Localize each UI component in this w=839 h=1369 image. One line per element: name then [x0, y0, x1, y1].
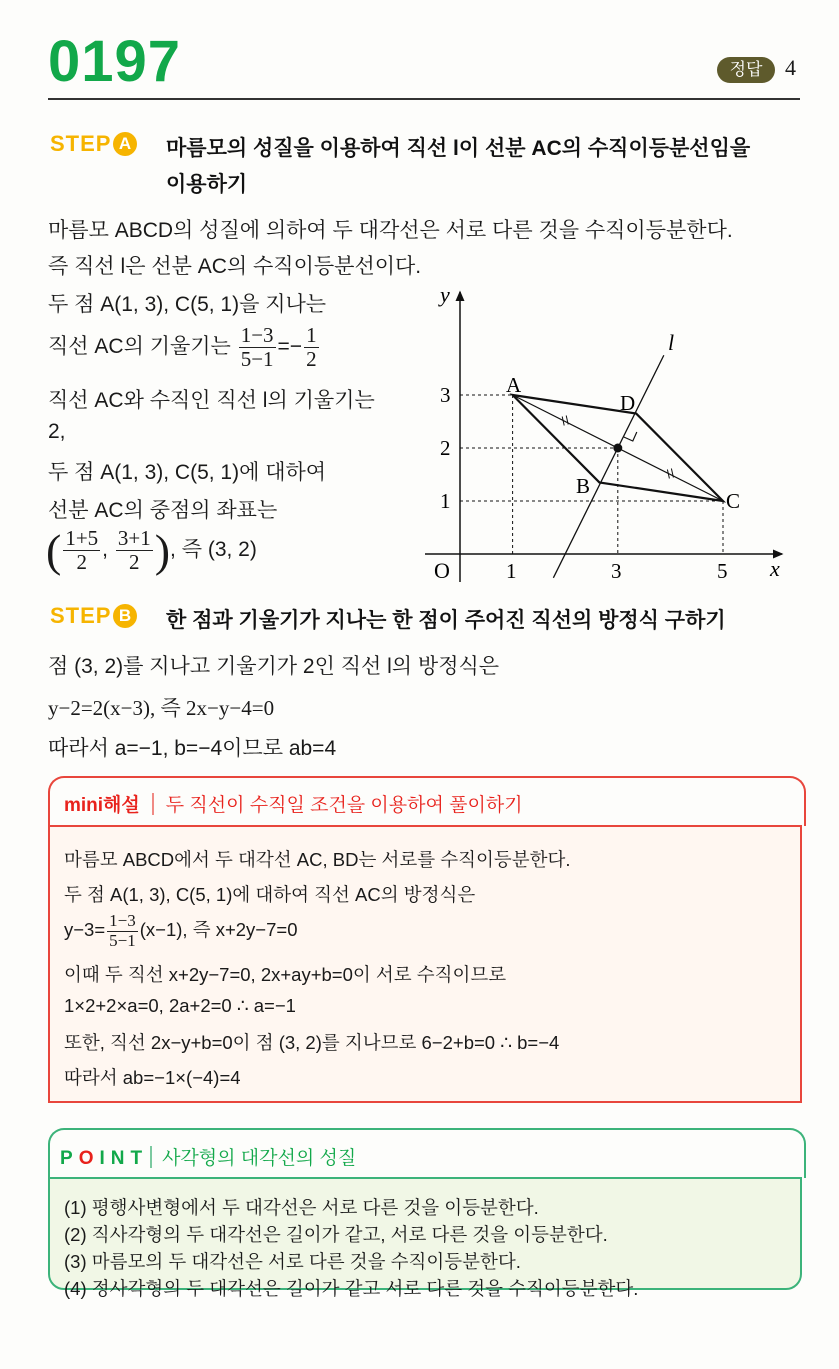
mini-line: 두 점 A(1, 3), C(5, 1)에 대하여 직선 AC의 방정식은 — [64, 884, 476, 905]
point-d-label: D — [620, 391, 636, 415]
conclusion-line: 따라서 a=−1, b=−4이므로 ab=4 — [48, 737, 337, 760]
equal-length-mark — [562, 416, 568, 426]
mini-solution-header — [64, 790, 523, 817]
mini-line: 1×2+2×a=0, 2a+2=0 ∴ a=−1 — [64, 995, 296, 1016]
point-item: (4) 정사각형의 두 대각선은 길이가 같고 서로 다른 것을 수직이등분한다. — [64, 1278, 639, 1299]
denominator: 2 — [129, 550, 140, 574]
point-title: 사각형의 대각선의 성질 — [162, 1148, 357, 1169]
problem-number: 0197 — [48, 29, 182, 94]
numerator: 3+1 — [117, 525, 151, 550]
y-tick-3: 3 — [440, 383, 451, 407]
x-tick-3: 3 — [611, 559, 622, 583]
fraction — [304, 324, 319, 371]
x-axis-label: x — [770, 556, 780, 581]
divider — [150, 1146, 152, 1168]
origin-label: O — [434, 558, 450, 583]
point-tag: P — [60, 1148, 79, 1169]
text-line: 마름모 ABCD의 성질에 의하여 두 대각선은 서로 다른 것을 수직이등분한다. — [48, 219, 733, 242]
y-tick-2: 2 — [440, 436, 451, 460]
equals: =− — [277, 335, 303, 359]
divider — [152, 793, 154, 815]
numerator: 1−3 — [240, 323, 274, 347]
line-l-label: l — [668, 330, 675, 355]
point-item: (3) 마름모의 두 대각선은 서로 다른 것을 수직이등분한다. — [64, 1251, 521, 1272]
step-badge: B — [113, 604, 137, 628]
denominator: 5−1 — [109, 930, 136, 950]
comma: , — [102, 538, 109, 562]
point-tag: INT — [99, 1148, 149, 1169]
step-b-title: 한 점과 기울기가 지나는 한 점이 주어진 직선의 방정식 구하기 — [166, 609, 726, 632]
numerator: 1 — [306, 323, 317, 347]
line-l — [553, 355, 663, 578]
denominator: 5−1 — [240, 347, 274, 372]
slope-line — [48, 324, 321, 371]
text-line: 두 점 A(1, 3), C(5, 1)을 지나는 — [48, 293, 327, 316]
text-line: 2, — [48, 420, 66, 443]
equal-length-mark — [667, 469, 673, 479]
y-axis-label: y — [440, 282, 450, 307]
fraction — [116, 527, 153, 574]
numerator: 1−3 — [109, 911, 136, 930]
text-line: 직선 AC와 수직인 직선 l의 기울기는 — [48, 389, 375, 412]
mini-tag: mini해설 — [64, 795, 140, 816]
text-line: 점 (3, 2)를 지나고 기울기가 2인 직선 l의 방정식은 — [48, 655, 500, 678]
point-b-label: B — [576, 474, 591, 498]
step-text: STEP — [50, 131, 112, 156]
step-text: STEP — [50, 603, 112, 628]
denominator: 2 — [76, 550, 87, 574]
mini-line: 따라서 ab=−1×(−4)=4 — [64, 1067, 241, 1088]
step-a-title: 마름모의 성질을 이용하여 직선 l이 선분 AC의 수직이등분선임을 — [166, 137, 751, 160]
text-line: 즉 직선 l은 선분 AC의 수직이등분선이다. — [48, 255, 422, 278]
slope-prefix: 직선 AC의 기울기는 — [48, 335, 231, 359]
fraction — [63, 527, 100, 574]
text-line: 선분 AC의 중점의 좌표는 — [48, 499, 278, 522]
coordinate-figure — [420, 280, 800, 590]
fraction — [239, 324, 276, 371]
paren: ( — [46, 525, 62, 576]
y-tick-1: 1 — [440, 489, 451, 513]
mini-line: 이때 두 직선 x+2y−7=0, 2x+ay+b=0이 서로 수직이므로 — [64, 964, 507, 985]
x-tick-5: 5 — [717, 559, 728, 583]
point-item: (2) 직사각형의 두 대각선은 길이가 같고, 서로 다른 것을 이등분한다. — [64, 1224, 608, 1245]
answer-badge: 정답 — [717, 57, 775, 83]
midpoint-dot — [613, 444, 622, 453]
midpoint-line — [46, 524, 257, 577]
numerator: 1+5 — [65, 525, 99, 550]
step-b-label — [50, 603, 137, 629]
step-badge: A — [113, 132, 137, 156]
denominator: 2 — [306, 347, 317, 372]
x-tick-1: 1 — [506, 559, 517, 583]
point-tag: O — [78, 1148, 100, 1169]
eq-suffix: (x−1), 즉 x+2y−7=0 — [139, 919, 298, 941]
point-header — [60, 1143, 356, 1170]
midpoint-result: , 즉 (3, 2) — [170, 538, 257, 562]
point-item: (1) 평행사변형에서 두 대각선은 서로 다른 것을 이등분한다. — [64, 1197, 539, 1218]
point-c-label: C — [726, 489, 741, 513]
mini-line: 또한, 직선 2x−y+b=0이 점 (3, 2)를 지나므로 6−2+b=0 ∴ b=−4 — [64, 1032, 560, 1053]
mini-line: 마름모 ABCD에서 두 대각선 AC, BD는 서로를 수직이등분한다. — [64, 849, 571, 870]
point-a-label: A — [506, 373, 522, 397]
answer-value: 4 — [785, 55, 796, 80]
step-a-label — [50, 131, 137, 157]
step-a-title-cont: 이용하기 — [166, 173, 248, 196]
fraction — [107, 912, 138, 950]
eq-prefix: y−3= — [64, 919, 106, 941]
text-line: 두 점 A(1, 3), C(5, 1)에 대하여 — [48, 461, 327, 484]
header-divider — [48, 98, 800, 100]
mini-equation-line — [64, 912, 297, 950]
equation-line: y−2=2(x−3), 즉 2x−y−4=0 — [48, 696, 275, 720]
paren: ) — [154, 525, 171, 576]
mini-title: 두 직선이 수직일 조건을 이용하여 풀이하기 — [165, 795, 523, 816]
